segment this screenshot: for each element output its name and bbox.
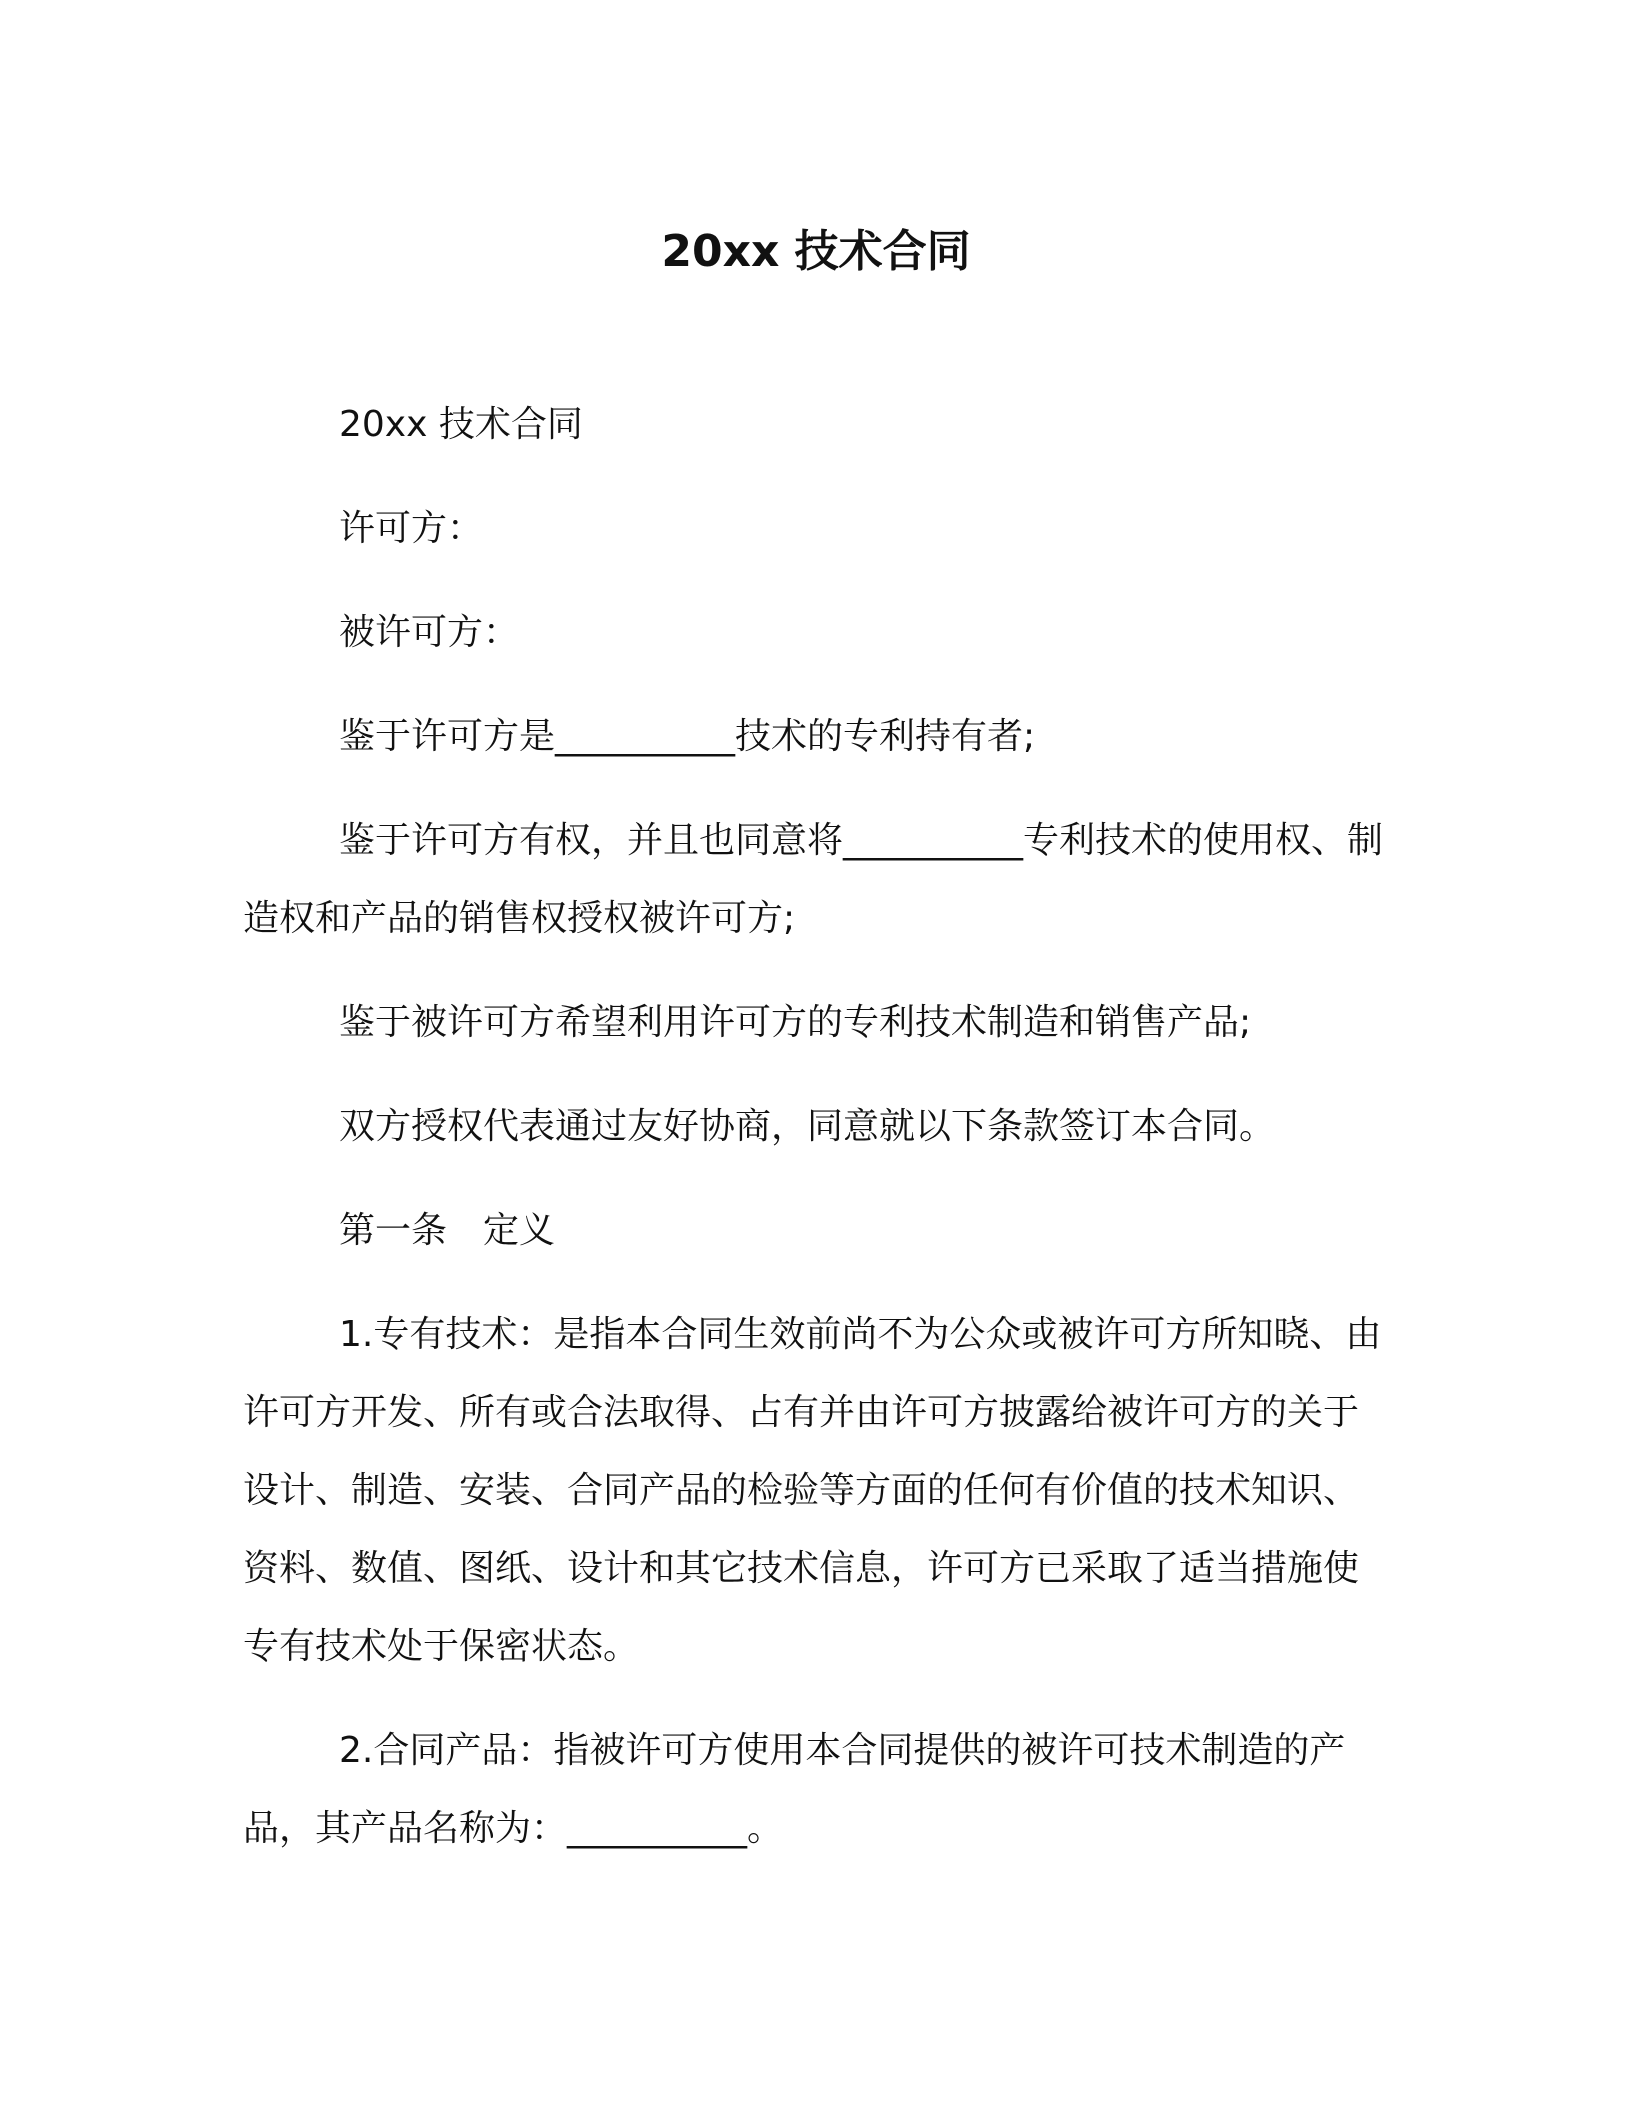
contract-heading: 20xx 技术合同 [339, 404, 583, 445]
licensee-line: 被许可方： [339, 612, 520, 653]
document-title: 20xx 技术合同 [661, 226, 971, 277]
recital-authorization: 鉴于许可方有权，并且也同意将__________专利技术的使用权、制造权和产品的销售权授权被许可方; [243, 820, 1384, 939]
definition-know-how: 1.专有技术：是指本合同生效前尚不为公众或被许可方所知晓、由许可方开发、所有或合法取得、占有并由许可方披露给被许可方的关于设计、制造、安装、合同产品的检验等方面的任何有价值的技术知识、资料、数值、图纸、设计和其它技术信息，许可方已采取了适当措施使专有技术处于保密状态。 [243, 1314, 1382, 1667]
recital-licensee-purpose: 鉴于被许可方希望利用许可方的专利技术制造和销售产品; [339, 1002, 1252, 1043]
definition-contract-product: 2.合同产品：指被许可方使用本合同提供的被许可技术制造的产品，其产品名称为：__________。 [243, 1730, 1346, 1849]
licensor-line: 许可方： [339, 508, 484, 549]
document-body [243, 386, 1383, 1894]
article-one-heading: 第一条 定义 [339, 1210, 556, 1251]
recital-patent-holder: 鉴于许可方是__________技术的专利持有者; [339, 716, 1036, 757]
recital-agreement: 双方授权代表通过友好协商，同意就以下条款签订本合同。 [339, 1106, 1276, 1147]
